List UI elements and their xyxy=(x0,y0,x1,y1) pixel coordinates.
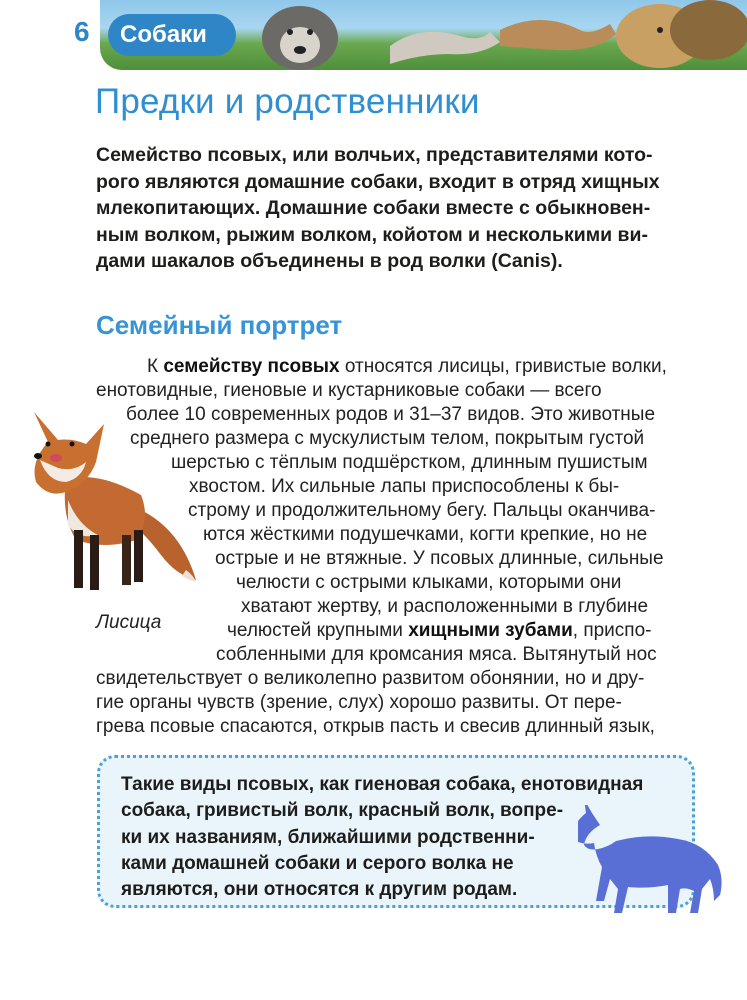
section-label: Собаки xyxy=(108,14,236,56)
page-title: Предки и родственники xyxy=(95,82,480,121)
body-line: гие органы чувств (зрение, слух) хорошо развиты. От пере- xyxy=(96,692,622,713)
body-line: свидетельствует о великолепно развитом обонянии, но и дру- xyxy=(96,668,645,689)
fact-line: ками домашней собаки и серого волка не xyxy=(121,852,514,874)
body-line: челюстей крупными хищными зубами, приспо- xyxy=(227,620,652,641)
section-subtitle: Семейный портрет xyxy=(96,310,343,340)
body-line: хватают жертву, и расположенными в глубине xyxy=(241,596,649,617)
page-number: 6 xyxy=(74,16,90,47)
emphasis-term: хищными зубами xyxy=(408,620,573,641)
fact-line: Такие виды псовых, как гиеновая собака, енотовидная xyxy=(121,774,644,795)
fact-line: являются, они относятся к другим родам. xyxy=(121,879,518,901)
body-line: более 10 современных родов и 31–37 видов. Это животные xyxy=(126,404,656,425)
body-line: среднего размера с мускулистым телом, покрытым густой xyxy=(130,428,645,449)
intro-line: рого являются домашние собаки, входит в отряд хищных xyxy=(96,170,660,193)
body-line: енотовидные, гиеновые и кустарниковые собаки — всего xyxy=(96,380,602,401)
emphasis-term: семейству псовых xyxy=(163,356,340,377)
fact-line: ки их названиям, ближайшими родственни- xyxy=(121,826,535,848)
fox-caption: Лисица xyxy=(96,612,162,633)
body-line: челюсти с острыми клыками, которыми они xyxy=(236,572,622,593)
intro-line: млекопитающих. Домашние собаки вместе с обыкновен- xyxy=(96,197,651,220)
body-line: острые и не втяжные. У псовых длинные, сильные xyxy=(215,548,664,569)
body-line: ются жёсткими подушечками, когти крепкие, но не xyxy=(203,524,648,545)
body-line: хвостом. Их сильные лапы приспособлены к бы- xyxy=(189,476,620,497)
body-line: строму и продолжительному бегу. Пальцы оканчива- xyxy=(188,500,656,521)
intro-paragraph xyxy=(96,142,696,275)
intro-line: Семейство псовых, или волчьих, представителями кото- xyxy=(96,144,653,166)
body-line: шерстью с тёплым подшёрстком, длинным пушистым xyxy=(171,452,648,473)
body-line: К семейству псовых относятся лисицы, гривистые волки, xyxy=(147,356,667,377)
fox-illustration xyxy=(26,400,201,600)
intro-line: ным волком, рыжим волком, койотом и несколькими ви- xyxy=(96,223,648,246)
body-line: грева псовые спасаются, открыв пасть и свесив длинный язык, xyxy=(96,716,655,737)
body-line: собленными для кромсания мяса. Вытянутый нос xyxy=(216,644,657,665)
fact-line: собака, гривистый волк, красный волк, вопре- xyxy=(121,800,564,822)
wolf-silhouette-icon xyxy=(578,805,728,915)
intro-line: дами шакалов объединены в род волки (Canis). xyxy=(96,250,563,273)
